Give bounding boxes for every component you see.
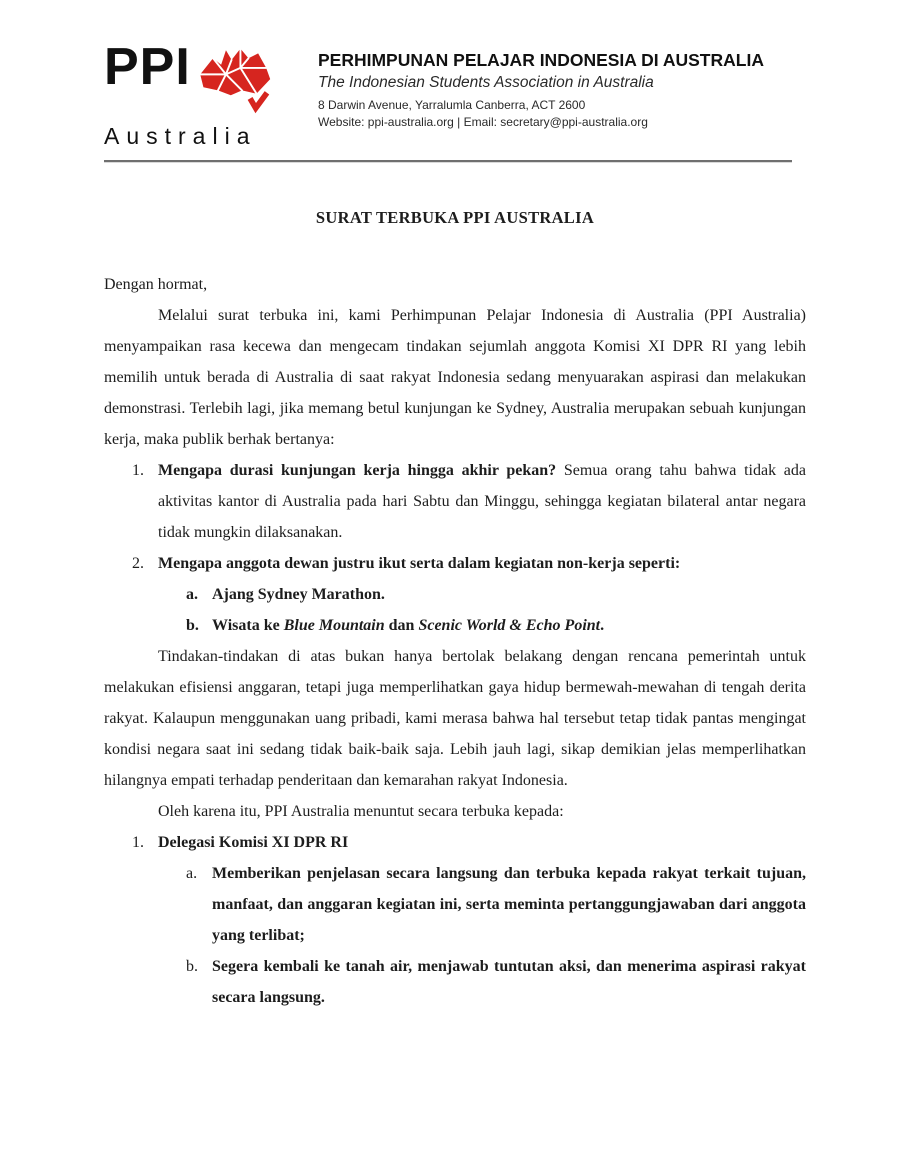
ppi-logo-text: PPI — [104, 38, 191, 96]
list-item-demand-1 — [104, 827, 806, 858]
list-item-text — [212, 610, 806, 641]
activity-text-part: dan — [384, 617, 419, 634]
header-divider — [104, 160, 792, 162]
letterhead — [0, 0, 908, 150]
org-name-english: The Indonesian Students Association in Australia — [318, 74, 654, 91]
list-item-question-2 — [104, 548, 806, 579]
list-marker: 1. — [132, 834, 144, 851]
list-marker: 1. — [132, 462, 144, 479]
question-bold-lead: Mengapa anggota dewan justru ikut serta dalam kegiatan non-kerja seperti: — [158, 555, 681, 572]
list-marker: 2. — [132, 555, 144, 572]
demand-text: Memberikan penjelasan secara langsung dan terbuka kepada rakyat terkait tujuan, manfaat, dan anggaran kegiatan ini, serta meminta pertanggungjawaban dari anggota yang terlibat; — [212, 865, 806, 944]
place-name-italic: Scenic World & Echo Point — [418, 617, 601, 634]
list-item-question-1 — [104, 455, 806, 548]
list-item-text — [212, 951, 806, 1013]
list-item-demand-1a — [104, 858, 806, 951]
paragraph-criticism: Tindakan-tindakan di atas bukan hanya bertolak belakang dengan rencana pemerintah untuk melakukan efisiensi anggaran, tetapi juga memperlihatkan gaya hidup bermewah-mewahan di tengah derita rakyat. Kalaupun menggunakan uang pribadi, kami merasa bahwa hal tersebut tetap tidak pantas mengingat kondisi negara saat ini sedang tidak baik-baik saja. Lebih jauh lagi, sikap demikian jelas memperlihatkan hilangnya empati terhadap penderitaan dan kemarahan rakyat Indonesia. — [104, 648, 806, 789]
paragraph-opening: Melalui surat terbuka ini, kami Perhimpunan Pelajar Indonesia di Australia (PPI Australia) menyampaikan rasa kecewa dan mengecam tindakan sejumlah anggota Komisi XI DPR RI yang lebih memilih untuk berada di Australia di saat rakyat Indonesia sedang menyuarakan aspirasi dan melakukan demonstrasi. Terlebih lagi, jika memang betul kunjungan ke Sydney, Australia merupakan sebuah kunjungan kerja, maka publik berhak bertanya: — [104, 307, 806, 448]
place-name-italic: Blue Mountain — [283, 617, 385, 634]
demand-text: Segera kembali ke tanah air, menjawab tuntutan aksi, dan menerima aspirasi rakyat secara langsung. — [212, 958, 806, 1006]
list-item-question-2b — [104, 610, 806, 641]
org-address: 8 Darwin Avenue, Yarralumla Canberra, ACT 2600 — [318, 98, 586, 112]
demand-target: Delegasi Komisi XI DPR RI — [158, 834, 349, 851]
question-bold-lead: Mengapa durasi kunjungan kerja hingga akhir pekan? — [158, 462, 557, 479]
question-rest: Semua orang tahu bahwa tidak ada aktivitas kantor di Australia pada hari Sabtu dan Minggu, sehingga kegiatan bilateral antar negara tidak mungkin dilaksanakan. — [158, 462, 807, 541]
list-marker: b. — [186, 958, 198, 975]
ppi-logo-subtext: Australia — [104, 123, 257, 149]
ppi-logo-row — [104, 38, 304, 121]
list-item-text — [158, 827, 806, 858]
activity-text: Ajang Sydney Marathon. — [212, 586, 385, 603]
list-item-demand-1b — [104, 951, 806, 1013]
paragraph-demand-intro: Oleh karena itu, PPI Australia menuntut secara terbuka kepada: — [158, 803, 564, 820]
list-item-text — [158, 455, 806, 548]
letter-body — [0, 202, 908, 1013]
salutation: Dengan hormat, — [104, 276, 208, 293]
activity-text-part: Wisata ke — [212, 617, 284, 634]
activity-text-part: . — [600, 617, 605, 634]
list-item-text — [158, 548, 806, 579]
ppi-logo — [104, 38, 304, 150]
list-item-text — [212, 579, 806, 610]
australia-map-icon — [193, 47, 275, 121]
list-item-text — [212, 858, 806, 951]
org-contact: Website: ppi-australia.org | Email: secretary@ppi-australia.org — [318, 115, 648, 129]
list-item-question-2a — [104, 579, 806, 610]
org-info — [318, 45, 764, 129]
list-marker: a. — [186, 865, 198, 882]
list-marker: a. — [186, 586, 198, 603]
letter-title: SURAT TERBUKA PPI AUSTRALIA — [315, 208, 595, 227]
org-name: PERHIMPUNAN PELAJAR INDONESIA DI AUSTRALIA — [318, 50, 764, 70]
list-marker: b. — [186, 617, 199, 634]
